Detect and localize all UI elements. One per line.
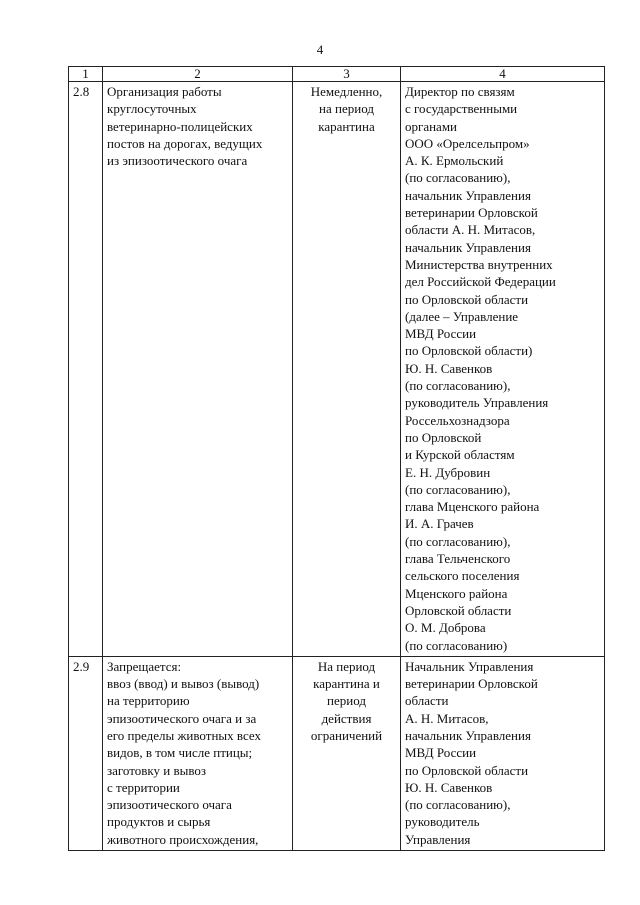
text-line: карантина [318, 118, 375, 134]
text-line: Мценского района [405, 585, 508, 601]
text-line: руководитель Управления [405, 395, 549, 411]
text-line: по Орловской области [405, 762, 529, 778]
text-line: И. А. Грачев [405, 516, 474, 532]
text-line: (по согласованию), [405, 170, 511, 186]
text-line: из эпизоотического очага [107, 153, 248, 169]
header-cell-1: 1 [69, 67, 103, 82]
text-line: Министерства внутренних [405, 256, 553, 272]
text-line: по Орловской области) [405, 343, 533, 359]
responsible-persons [401, 82, 605, 657]
text-line: глава Мценского района [405, 499, 540, 515]
table-row [69, 656, 605, 850]
text-line: Орловской области [405, 602, 512, 618]
text-line: Немедленно, [310, 84, 383, 99]
text-line: (по согласованию), [405, 533, 511, 549]
text-line: (по согласованию), [405, 378, 511, 394]
text-line: с территории [107, 779, 180, 795]
header-cell-2: 2 [103, 67, 293, 82]
text-line: круглосуточных [107, 101, 197, 117]
text-line: на территорию [107, 693, 190, 709]
text-line: и Курской областям [405, 447, 515, 463]
text-line: на период [319, 101, 374, 117]
text-line: по Орловской [405, 429, 482, 445]
text-line: На период [317, 658, 376, 674]
row-number: 2.9 [69, 656, 103, 850]
text-line: области [405, 693, 449, 709]
text-line: карантина и [313, 676, 380, 692]
responsible-persons [401, 656, 605, 850]
text-line: (по согласованию), [405, 481, 511, 497]
table-header-row [69, 67, 605, 82]
text-line: Ю. Н. Савенков [405, 360, 493, 376]
text-line: Управления [405, 831, 471, 847]
text-line: Начальник Управления [405, 658, 534, 674]
text-line: органами [405, 118, 458, 134]
text-line: области А. Н. Митасов, [405, 222, 536, 238]
text-line: эпизоотического очага [107, 797, 232, 813]
text-line: ввоз (ввод) и вывоз (вывод) [107, 676, 260, 692]
text-line: эпизоотического очага и за [107, 710, 257, 726]
measure-term [293, 82, 401, 657]
text-line: продуктов и сырья [107, 814, 211, 830]
text-line: начальник Управления [405, 187, 531, 203]
text-line: заготовку и вывоз [107, 762, 207, 778]
text-line: (по согласованию), [405, 797, 511, 813]
text-line: ветеринарии Орловской [405, 676, 538, 692]
text-line: ветеринарно-полицейских [107, 118, 253, 134]
text-line: ООО «Орелсельпром» [405, 135, 530, 151]
text-line: Запрещается: [107, 658, 182, 674]
table-row [69, 82, 605, 657]
text-line: О. М. Доброва [405, 620, 486, 636]
page-number: 4 [316, 42, 324, 57]
text-line: ветеринарии Орловской [405, 205, 538, 221]
text-line: дел Российской Федерации [405, 274, 556, 290]
text-line: Директор по связям [405, 84, 515, 99]
text-line: период [327, 693, 366, 709]
text-line: постов на дорогах, ведущих [107, 135, 263, 151]
text-line: руководитель [405, 814, 480, 830]
text-line: по Орловской области [405, 291, 529, 307]
text-line: МВД России [405, 745, 477, 761]
text-line: МВД России [405, 326, 477, 342]
text-line: с государственными [405, 101, 518, 117]
text-line: начальник Управления [405, 727, 531, 743]
text-line: (по согласованию) [405, 637, 508, 653]
row-number: 2.8 [69, 82, 103, 657]
header-cell-4: 4 [401, 67, 605, 82]
measure-term [293, 656, 401, 850]
measure-description [103, 656, 293, 850]
text-line: животного происхождения, [107, 831, 259, 847]
text-line: Организация работы [107, 84, 222, 99]
text-line: А. К. Ермольский [405, 153, 504, 169]
text-line: Ю. Н. Савенков [405, 779, 493, 795]
text-line: начальник Управления [405, 239, 531, 255]
header-cell-3: 3 [293, 67, 401, 82]
text-line: его пределы животных всех [107, 727, 261, 743]
text-line: Россельхознадзора [405, 412, 510, 428]
text-line: А. Н. Митасов, [405, 710, 489, 726]
measures-table [68, 66, 605, 851]
text-line: (далее – Управление [405, 308, 519, 324]
text-line: ограничений [310, 727, 383, 743]
text-line: глава Тельченского [405, 551, 511, 567]
text-line: видов, в том числе птицы; [107, 745, 253, 761]
text-line: действия [321, 710, 372, 726]
text-line: сельского поселения [405, 568, 520, 584]
measure-description [103, 82, 293, 657]
text-line: Е. Н. Дубровин [405, 464, 491, 480]
